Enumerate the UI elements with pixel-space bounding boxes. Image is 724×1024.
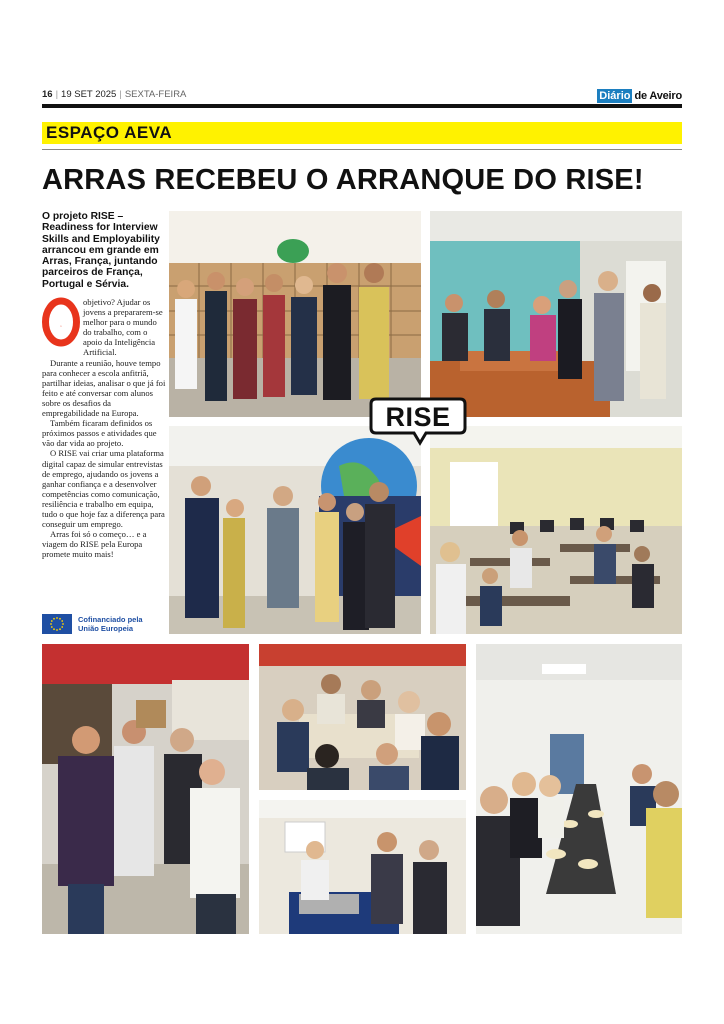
article-headline: ARRAS RECEBEU O ARRANQUE DO RISE! — [42, 164, 644, 196]
photo-school-hall — [42, 644, 249, 934]
rise-badge — [368, 395, 468, 447]
rise-badge-label: RISE — [385, 402, 451, 432]
newspaper-logo — [597, 89, 682, 103]
issue-weekday: SEXTA-FEIRA — [124, 89, 187, 100]
photo-meeting-room — [430, 211, 682, 417]
eu-logo-line-1: Cofinanciado pela — [78, 615, 143, 624]
article-lead: O projeto RISE – Readiness for Interview Skills and Employability arrancou em grande em Arras, França, juntando parceiros de França, Portugal e Sérvia. — [42, 211, 160, 290]
photo-cooking-demo — [259, 800, 466, 934]
body-paragraph: Também ficaram definidos os próximos passos e atividades que vão dar vida ao projeto. — [42, 418, 157, 449]
section-bar — [42, 122, 682, 144]
page-folio: 16 | 19 SET 2025 | SEXTA-FEIRA — [42, 89, 187, 100]
section-rule — [42, 149, 682, 150]
photo-table-discussion — [259, 644, 466, 790]
body-paragraph: objetivo? Ajudar os jovens a prepararem-se melhor para o mundo do trabalho, com o apoio da Inteligência Artificial. — [83, 297, 163, 358]
dropcap — [42, 297, 80, 349]
body-paragraph: Durante a reunião, houve tempo para conhecer a escola anfitriã, partilhar ideias, analisar o que já foi feito e até conversar com alunos sobre os desafios da empregabilidade na Europa. — [42, 357, 166, 419]
page-number: 16 — [42, 89, 53, 100]
eu-logo-line-2: União Europeia — [78, 624, 134, 633]
photo-classroom — [430, 426, 682, 634]
photo-group-lockers — [169, 211, 421, 417]
eu-flag-icon — [42, 614, 72, 634]
logo-part-2: de Aveiro — [634, 90, 682, 102]
svg-text:O: O — [60, 326, 62, 328]
photo-hallway-mural — [169, 426, 421, 634]
header-rule — [42, 104, 682, 108]
body-paragraph: Arras foi só o começo… e a viagem do RISE pela Europa promete muito mais! — [42, 529, 147, 560]
body-paragraph: O RISE vai criar uma plataforma digital capaz de simular entrevistas de emprego, ajudando os jovens a ganhar confiança e a desenvolver competências como comunicação, resiliência e trabalho em equipa, tudo o que hoje faz a diferença para conseguir um emprego. — [42, 448, 165, 530]
logo-part-1: Diário — [599, 90, 631, 102]
eu-cofunding-logo — [42, 612, 172, 636]
article-body — [42, 297, 166, 559]
issue-date: 19 SET 2025 — [61, 89, 117, 100]
section-title: ESPAÇO AEVA — [46, 123, 173, 142]
photo-group-dinner — [476, 644, 682, 934]
